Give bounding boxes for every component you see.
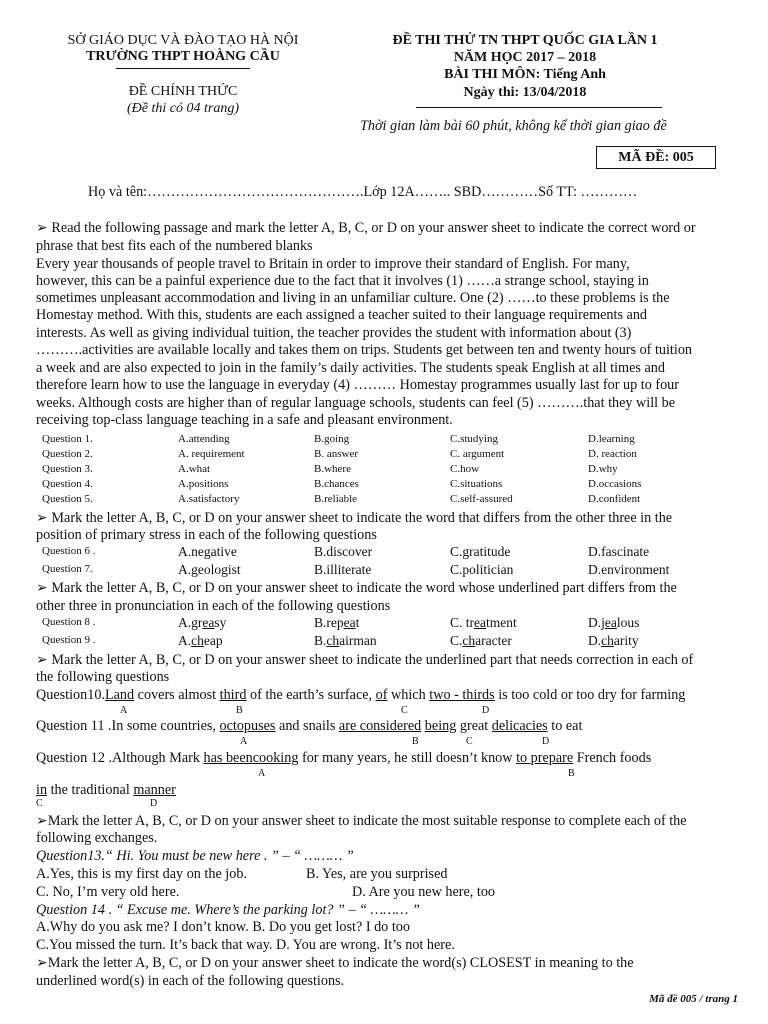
- option-c[interactable]: C.self-assured: [450, 493, 513, 505]
- option-b[interactable]: [314, 633, 377, 649]
- q13-option-c[interactable]: C. No, I’m very old here.: [36, 884, 180, 900]
- official-label: ĐỀ CHÍNH THỨC: [128, 84, 238, 99]
- question-14: Question 14 . “ Excuse me. Where’s the parking lot? ” – “ ……… ”: [36, 902, 420, 918]
- option-c[interactable]: C.politician: [450, 562, 514, 577]
- option-b[interactable]: B.discover: [314, 544, 373, 559]
- letter-c: C: [36, 798, 43, 809]
- q14-options-ab[interactable]: A.Why do you ask me? I don’t know. B. Do you get lost? I do too: [36, 919, 410, 935]
- passage-line: receiving top-class language teaching in a safe and pleasant environment.: [36, 412, 453, 428]
- letter-b: B: [412, 736, 419, 747]
- question-text: which: [387, 687, 430, 703]
- option-a[interactable]: A.positions: [178, 478, 229, 490]
- passage-line: Every year thousands of people travel to Britain in order to improve their standard of English. For many,: [36, 256, 630, 272]
- underlined-option-c[interactable]: of: [375, 687, 388, 703]
- question-number: Question 1.: [42, 433, 93, 445]
- option-text: arity: [613, 633, 639, 648]
- section4-instruction-line2: the following questions: [36, 669, 170, 685]
- question-text: and snails: [275, 718, 339, 734]
- passage-line: however, this can be a painful experience due to the fact that it involves (1) ……a strange school, staying in: [36, 273, 649, 289]
- option-d[interactable]: D. reaction: [588, 448, 637, 460]
- exam-title: ĐỀ THI THỬ TN THPT QUỐC GIA LẦN 1: [392, 33, 658, 48]
- option-c[interactable]: C.situations: [450, 478, 503, 490]
- letter-d: D: [542, 736, 550, 747]
- underlined-option-a[interactable]: has beencooking: [203, 750, 299, 766]
- option-text: B.rep: [314, 615, 344, 630]
- question-text: French foods: [573, 750, 652, 766]
- underlined-part: ea: [604, 615, 617, 630]
- question-number: Question 7.: [42, 563, 93, 575]
- school-name: TRƯỜNG THPT HOÀNG CẦU: [86, 49, 280, 64]
- passage-line: interests. As well as giving individual tuition, the teacher provides the student with information about (3): [36, 325, 632, 341]
- question-row: [42, 562, 742, 580]
- option-b[interactable]: [314, 615, 359, 631]
- letter-b: B: [568, 768, 575, 779]
- question-row: [42, 615, 742, 633]
- question-13: Question13.“ Hi. You must be new here . ” – “ ……… ”: [36, 848, 354, 864]
- section2-instruction-line2: position of primary stress in each of the following questions: [36, 527, 377, 543]
- question-number: Question 5.: [42, 493, 93, 505]
- question-row: [42, 633, 742, 651]
- section1-instruction-line2: phrase that best fits each of the numbered blanks: [36, 238, 313, 254]
- passage-line: Homestay method. With this, students are each assigned a teacher suited to their language requirements and: [36, 307, 648, 323]
- option-b[interactable]: B. answer: [314, 448, 358, 460]
- option-text: t: [355, 615, 360, 630]
- question-number: Question 3.: [42, 463, 93, 475]
- option-text: A.gr: [178, 615, 203, 630]
- option-d[interactable]: D.confident: [588, 493, 641, 505]
- question-text: Question10.: [36, 687, 105, 703]
- option-text: C. tr: [450, 615, 475, 630]
- section4-instruction-line1: ➢ Mark the letter A, B, C, or D on your answer sheet to indicate the underlined part that needs correction in each of: [36, 652, 694, 668]
- letter-a: A: [240, 736, 248, 747]
- q13-option-a[interactable]: A.Yes, this is my first day on the job.: [36, 866, 247, 882]
- school-year: NĂM HỌC 2017 – 2018: [453, 50, 597, 65]
- letter-a: A: [258, 768, 266, 779]
- question-number: Question 8 .: [42, 616, 96, 628]
- passage-line: a week and are also expected to join in the family’s daily activities. The students speak English at all times and: [36, 360, 665, 376]
- q13-option-d[interactable]: D. Are you new here, too: [352, 884, 496, 900]
- section6-instruction-line1: ➢Mark the letter A, B, C, or D on your answer sheet to indicate the word(s) CLOSEST in meaning to the: [36, 955, 634, 971]
- underlined-part: ch: [601, 633, 614, 648]
- option-text: lous: [616, 615, 640, 630]
- underlined-option-b[interactable]: third: [219, 687, 247, 703]
- option-c[interactable]: C.how: [450, 463, 480, 475]
- option-c[interactable]: C. argument: [450, 448, 505, 460]
- underlined-option-b[interactable]: are considered: [338, 718, 422, 734]
- question-text: covers almost: [134, 687, 220, 703]
- option-b[interactable]: B.chances: [314, 478, 359, 490]
- option-text: A.: [178, 633, 192, 648]
- passage-line: weeks. Although costs are higher than of regular language schools, students can feel (5) ……….that they will be: [36, 395, 676, 411]
- option-d[interactable]: D.why: [588, 463, 618, 475]
- section5-instruction-line1: ➢Mark the letter A, B, C, or D on your answer sheet to indicate the most suitable response to complete each of the: [36, 813, 687, 829]
- option-a[interactable]: A.satisfactory: [178, 493, 240, 505]
- section5-instruction-line2: following exchanges.: [36, 830, 158, 846]
- underlined-option-d[interactable]: manner: [133, 782, 176, 798]
- pages-note: (Đề thi có 04 trang): [127, 101, 239, 116]
- underlined-option-b[interactable]: to prepare: [516, 750, 574, 766]
- question-row: [42, 493, 742, 508]
- option-b[interactable]: B.going: [314, 433, 350, 445]
- option-text: airman: [339, 633, 377, 648]
- passage-line: therefore learn how to use the language in everyday (4) ……… Homestay programmes usually last for up to four: [36, 377, 679, 393]
- question-text: for many years, he still doesn’t know: [298, 750, 517, 766]
- question-number: Question 2.: [42, 448, 93, 460]
- option-b[interactable]: B.reliable: [314, 493, 358, 505]
- option-text: eap: [203, 633, 223, 648]
- underlined-option-d[interactable]: two - thirds: [429, 687, 495, 703]
- option-text: D.j: [588, 615, 605, 630]
- question-text: Question 11 .In some countries,: [36, 718, 220, 734]
- letter-b: B: [236, 705, 243, 716]
- question-row: [42, 463, 742, 478]
- section2-instruction-line1: ➢ Mark the letter A, B, C, or D on your answer sheet to indicate the word that differs from the other three in the: [36, 510, 673, 526]
- underlined-part: ch: [462, 633, 476, 648]
- option-text: tment: [486, 615, 517, 630]
- question-text: of the earth’s surface,: [246, 687, 376, 703]
- time-note: Thời gian làm bài 60 phút, không kể thời gian giao đề: [360, 118, 667, 134]
- option-a[interactable]: A. requirement: [178, 448, 245, 460]
- option-a[interactable]: A.geologist: [178, 562, 241, 577]
- section6-instruction-line2: underlined word(s) in each of the following questions.: [36, 973, 345, 989]
- section3-instruction-line1: ➢ Mark the letter A, B, C, or D on your answer sheet to indicate the word whose underlined part differs from the: [36, 580, 677, 596]
- option-text: aracter: [475, 633, 512, 648]
- header-divider-right: [416, 107, 662, 108]
- underlined-option-a[interactable]: Land: [104, 687, 135, 703]
- underlined-part: ch: [326, 633, 340, 648]
- question-number: Question 4.: [42, 478, 93, 490]
- option-a[interactable]: A.negative: [178, 544, 237, 559]
- option-c[interactable]: C.studying: [450, 433, 498, 445]
- option-a[interactable]: A.attending: [178, 433, 230, 445]
- exam-date: Ngày thi: 13/04/2018: [463, 85, 587, 100]
- option-text: sy: [214, 615, 227, 630]
- letter-a: A: [120, 705, 128, 716]
- question-row: [42, 433, 742, 448]
- question-11: [36, 718, 582, 735]
- question-text: great: [456, 718, 492, 734]
- question-10: [36, 687, 685, 704]
- option-a[interactable]: A.what: [178, 463, 211, 475]
- option-text: B.: [314, 633, 327, 648]
- question-text: the traditional: [47, 782, 134, 798]
- option-text: C.: [450, 633, 463, 648]
- letter-c: C: [401, 705, 408, 716]
- question-number: Question 6 .: [42, 545, 96, 557]
- page-footer: Mã đề 005 / trang 1: [649, 993, 738, 1005]
- passage-line: ……….activities are available locally and takes them on trips. Students get between ten and twenty hours of tuition: [36, 342, 693, 358]
- underlined-option-d[interactable]: delicacies: [491, 718, 548, 734]
- option-d[interactable]: [588, 633, 639, 649]
- option-c[interactable]: C.gratitude: [450, 544, 511, 559]
- q13-option-b[interactable]: B. Yes, are you surprised: [306, 866, 448, 882]
- student-info-line: Họ và tên:……………………………………….Lớp 12A…….. SBD…………Số TT: …………: [88, 184, 638, 200]
- underlined-option-c[interactable]: being: [424, 718, 457, 734]
- department-name: SỞ GIÁO DỤC VÀ ĐÀO TẠO HÀ NỘI: [67, 33, 299, 48]
- question-text: is too cold or too dry for farming: [494, 687, 686, 703]
- question-row: [42, 544, 742, 562]
- section1-instruction-line1: ➢ Read the following passage and mark the letter A, B, C, or D on your answer sheet to indicate the correct word or: [36, 220, 696, 236]
- option-text: D.: [588, 633, 602, 648]
- underlined-option-c[interactable]: in: [36, 782, 48, 798]
- question-text: Question 12 .Although Mark: [36, 750, 204, 766]
- option-b[interactable]: B.illiterate: [314, 562, 372, 577]
- option-c[interactable]: [450, 633, 512, 649]
- option-d[interactable]: D.fascinate: [588, 544, 650, 559]
- underlined-part: ch: [191, 633, 204, 648]
- option-d[interactable]: D.environment: [588, 562, 670, 577]
- section3-instruction-line2: other three in pronunciation in each of the following questions: [36, 598, 391, 614]
- option-d[interactable]: D.occasions: [588, 478, 642, 490]
- question-number: Question 9 .: [42, 634, 96, 646]
- option-a[interactable]: [178, 615, 226, 631]
- question-text: to eat: [547, 718, 583, 734]
- passage-line: sometimes unpleasant accommodation and living in an unfamiliar culture. One (2) ……to these problems is the: [36, 290, 670, 306]
- subject: BÀI THI MÔN: Tiếng Anh: [444, 67, 606, 82]
- letter-d: D: [150, 798, 158, 809]
- option-d[interactable]: [588, 615, 639, 631]
- underlined-part: ea: [474, 615, 486, 630]
- underlined-option-a[interactable]: octopuses: [219, 718, 276, 734]
- letter-d: D: [482, 705, 490, 716]
- underlined-part: ea: [343, 615, 356, 630]
- question-row: [42, 448, 742, 463]
- exam-code-box: MÃ ĐỀ: 005: [596, 146, 716, 169]
- question-12-continued: [36, 782, 176, 799]
- letter-c: C: [466, 736, 473, 747]
- underlined-part: ea: [202, 615, 215, 630]
- option-b[interactable]: B.where: [314, 463, 351, 475]
- option-c[interactable]: [450, 615, 517, 631]
- option-d[interactable]: D.learning: [588, 433, 635, 445]
- question-row: [42, 478, 742, 493]
- q14-options-cd[interactable]: C.You missed the turn. It’s back that way. D. You are wrong. It’s not here.: [36, 937, 455, 953]
- question-12: [36, 750, 651, 767]
- header-divider-left: [116, 68, 250, 69]
- option-a[interactable]: [178, 633, 223, 649]
